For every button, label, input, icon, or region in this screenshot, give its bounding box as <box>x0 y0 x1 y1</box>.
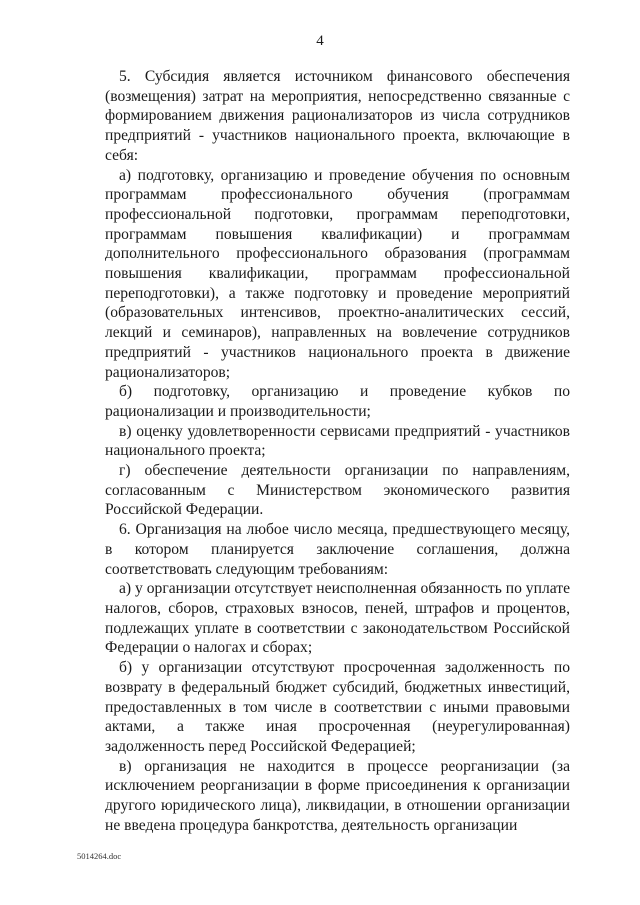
paragraph-6v: в) организация не находится в процессе реорганизации (за исключением реорганизации в форме присоединения к организации другого юридического лица), ликвидации, в отношении организации не введена процедура банкротства, деятельность организации <box>105 757 570 834</box>
page-number: 4 <box>316 33 324 49</box>
paragraph-5v: в) оценку удовлетворенности сервисами предприятий - участников национального проекта; <box>105 422 570 460</box>
paragraph-6b: б) у организации отсутствуют просроченная задолженность по возврату в федеральный бюджет субсидий, бюджетных инвестиций, предоставленных в том числе в соответствии с иными правовыми актами, а также иная просроченная (неурегулированная) задолженность перед Российской Федерацией; <box>105 659 570 755</box>
paragraph-6: 6. Организация на любое число месяца, предшествующего месяцу, в котором планируется заключение соглашения, должна соответствовать следующим требованиям: <box>105 521 570 578</box>
footer-doc-code: 5014264.doc <box>77 851 122 861</box>
document-body <box>105 67 570 835</box>
paragraph-5: 5. Субсидия является источником финансового обеспечения (возмещения) затрат на мероприятия, непосредственно связанные с формированием движения рационализаторов из числа сотрудников предприятий - участников национального проекта, включающие в себя: <box>105 68 570 164</box>
paragraph-6a: а) у организации отсутствует неисполненная обязанность по уплате налогов, сборов, страховых взносов, пеней, штрафов и процентов, подлежащих уплате в соответствии с законодательством Российской Федерации о налогах и сборах; <box>105 580 570 657</box>
paragraph-5g: г) обеспечение деятельности организации по направлениям, согласованным с Министерством экономического развития Российской Федерации. <box>105 462 570 519</box>
paragraph-5b: б) подготовку, организацию и проведение кубков по рационализации и производительности; <box>105 383 570 420</box>
paragraph-5a: а) подготовку, организацию и проведение обучения по основным программам профессионального обучения (программам профессиональной подготовки, программам переподготовки, программам повышения квалификации) и программам дополнительного профессионального образования (программам повышения квалификации, программам профессиональной переподготовки), а также подготовку и проведение мероприятий (образовательных интенсивов, проектно-аналитических сессий, лекций и семинаров), направленных на вовлечение сотрудников предприятий - участников национального проекта в движение рационализаторов; <box>105 166 570 381</box>
